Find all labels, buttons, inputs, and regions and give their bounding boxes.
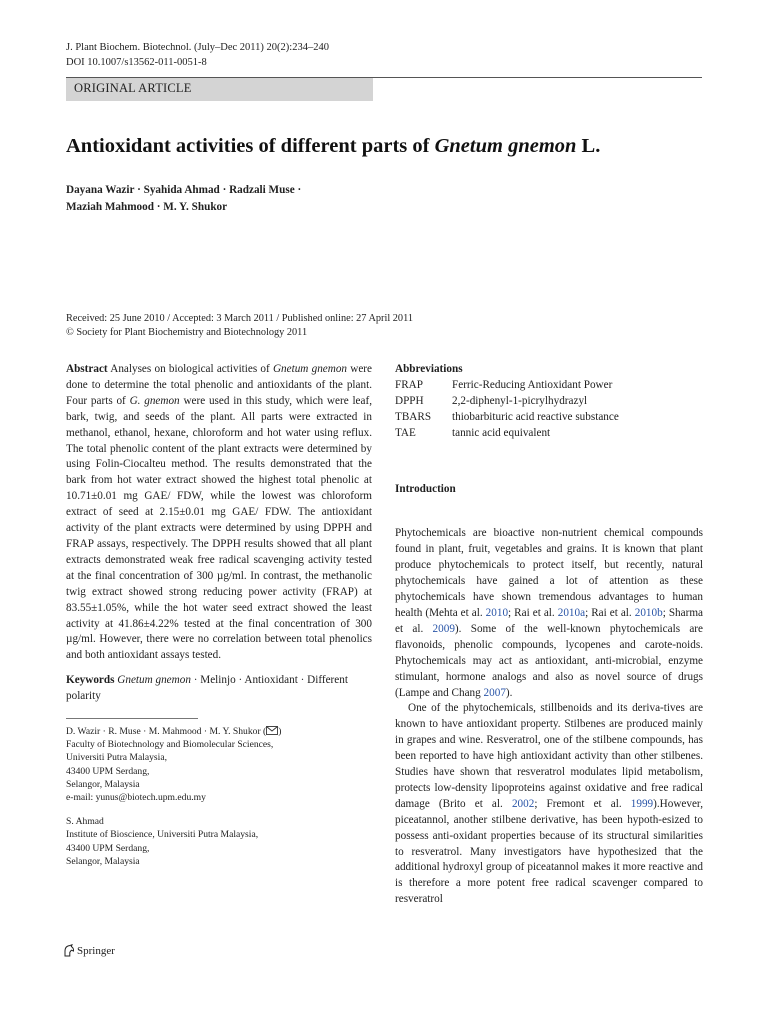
article-type-banner xyxy=(66,78,373,101)
title-suffix: L. xyxy=(576,135,601,157)
journal-citation: J. Plant Biochem. Biotechnol. (July–Dec 2011) 20(2):234–240 xyxy=(66,42,329,53)
abbreviation-value: Ferric-Reducing Antioxidant Power xyxy=(452,378,613,391)
abstract-text: were done to determine the total phenolic and antioxidants of the plant. Four parts of xyxy=(66,363,372,407)
abstract-text: were used in this study, which were leaf, bark, twig, and seeds of the plant. All parts were extracted in methanol, ethanol, hexane, chloroform and hot water using reflux. The total phenolic content of the plant extracts were determined by using Folin-Ciocalteu method. The results demonstrated that the bark from hot water extract showed the highest total phenolic at 10.71±0.01 mg GAE/ FDW, while the lowest was chloroform extract of seed at 2.15±0.01 mg GAE/ FDW. The antioxidant activity of the plant extracts were determined by using DPPH and FRAP assays, respectively. The DPPH results showed that all plant extracts demonstrated weak free radical scavenging activity tested at the final concentration of 300 µg/ml. In contrast, the methanolic twig extract showed strong reducing power activity (FRAP) at 83.55±1.05%, while the hot water seed extract showed the least activity at 41.86±4.22% tested at the final concentration of 300 µg/ml. However, there were no correlation between total phenolics and both antioxidant assays tested. xyxy=(66,394,373,662)
intro-text: ; Rai et al. xyxy=(508,606,558,619)
intro-text: ).However, piceatannol, another stilbene derivative, has been hypoth-esized to possess anti-oxidant properties because of its structural similarities to resveratrol. Many investigators have hypothesized that the additional hydroxyl group of piceatannol makes it more reactive and is therefore a more potent free radical scavenger compared to resveratrol xyxy=(395,797,703,906)
citation-link[interactable]: 2002 xyxy=(511,797,535,810)
affiliation-names: D. Wazir · R. Muse · M. Mahmood · M. Y. Shukor ( xyxy=(66,726,267,738)
abbreviations-heading: Abbreviations xyxy=(395,363,463,375)
abbreviation-key: FRAP xyxy=(395,378,423,391)
affiliation-line: 43400 UPM Serdang, xyxy=(66,765,150,777)
journal-header xyxy=(66,40,329,70)
dates-line: Received: 25 June 2010 / Accepted: 3 March 2011 / Published online: 27 April 2011 xyxy=(66,313,413,324)
intro-text: ; Fremont et al. xyxy=(534,797,631,810)
article-type-label: ORIGINAL ARTICLE xyxy=(74,81,192,95)
abstract-species-abbrev: G. gnemon xyxy=(129,394,180,407)
author-line-2: Maziah Mahmood · M. Y. Shukor xyxy=(66,201,228,213)
abbreviation-key: TBARS xyxy=(395,410,432,423)
intro-text: ). Some of the well-known phytochemicals are flavonoids, phenolic compounds, lycopenes and carote-noids. Phytochemicals may act as antioxidant, anti-microbial, enzyme stimulant, hormone analogs and also as novel source of drugs (Lampe and Chang xyxy=(395,622,703,699)
citation-link[interactable]: 2010 xyxy=(485,606,509,619)
author-line-1: Dayana Wazir · Syahida Ahmad · Radzali Muse · xyxy=(66,184,302,196)
intro-paragraph-2 xyxy=(395,701,703,908)
right-column xyxy=(395,362,703,908)
keyword-list: · Melinjo · Antioxidant · Different polarity xyxy=(66,674,348,703)
affiliation-line: S. Ahmad xyxy=(66,816,104,828)
corresponding-email[interactable]: e-mail: yunus@biotech.upm.edu.my xyxy=(66,792,206,804)
abbreviation-row xyxy=(395,394,703,410)
doi-line: DOI 10.1007/s13562-011-0051-8 xyxy=(66,57,207,68)
citation-link[interactable]: 2010b xyxy=(634,606,663,619)
publisher-footer xyxy=(63,944,115,957)
title-species: Gnetum gnemon xyxy=(434,135,577,157)
intro-text: ). xyxy=(505,686,513,699)
title-prefix: Antioxidant activities of different parts of xyxy=(66,135,435,157)
affiliation-line: Institute of Bioscience, Universiti Putra Malaysia, xyxy=(66,829,259,841)
citation-link[interactable]: 1999 xyxy=(630,797,654,810)
citation-link[interactable]: 2010a xyxy=(557,606,586,619)
abbreviation-row xyxy=(395,426,703,442)
abbreviation-value: thiobarbituric acid reactive substance xyxy=(452,410,619,423)
affiliation-line: Faculty of Biotechnology and Biomolecular Sciences, xyxy=(66,739,274,751)
affiliation-divider xyxy=(66,718,198,719)
keywords xyxy=(66,673,372,705)
abbreviation-row xyxy=(395,410,703,426)
publisher-name: Springer xyxy=(77,944,115,957)
author-list xyxy=(66,182,301,216)
affiliation-paren: ) xyxy=(278,726,282,738)
affiliation-2 xyxy=(66,815,372,868)
abbreviation-row xyxy=(395,378,703,394)
abstract-heading: Abstract xyxy=(66,363,108,375)
affiliation-line: 43400 UPM Serdang, xyxy=(66,842,150,854)
intro-text: ; Rai et al. xyxy=(585,606,635,619)
abbreviation-key: TAE xyxy=(395,426,416,439)
intro-text: One of the phytochemicals, stillbenoids and its deriva-tives are known to have antioxidant property. Stilbenes are produced mainly in grapes and wine. Resveratrol, one of the stilbene compounds, has been reported to have high antioxidant activity than other stilbenes. Studies have shown that resveratrol modulates lipid metabolism, protects low-density lipoproteins against oxidative and free radical damage (Brito et al. xyxy=(395,702,703,810)
affiliation-1 xyxy=(66,725,372,804)
affiliation-authors xyxy=(66,725,372,738)
abstract-text: Analyses on biological activities of xyxy=(107,363,273,375)
citation-link[interactable]: 2007 xyxy=(483,686,506,699)
envelope-icon xyxy=(266,726,278,735)
affiliation-line: Universiti Putra Malaysia, xyxy=(66,752,167,764)
abstract-species: Gnetum gnemon xyxy=(272,363,348,375)
left-column xyxy=(66,362,372,868)
article-title xyxy=(66,135,600,158)
keywords-heading: Keywords xyxy=(66,674,115,687)
publication-dates xyxy=(66,312,413,340)
affiliation-line: Selangor, Malaysia xyxy=(66,778,140,790)
copyright-line: © Society for Plant Biochemistry and Biotechnology 2011 xyxy=(66,327,308,338)
abbreviation-value: 2,2-diphenyl-1-picrylhydrazyl xyxy=(452,394,588,407)
citation-link[interactable]: 2009 xyxy=(432,622,455,635)
intro-paragraph-1 xyxy=(395,526,703,701)
abbreviation-key: DPPH xyxy=(395,394,424,407)
introduction-heading: Introduction xyxy=(395,482,456,495)
abstract xyxy=(66,362,372,664)
intro-text: ; Sharma et al. xyxy=(395,606,704,635)
affiliation-line: Selangor, Malaysia xyxy=(66,855,140,867)
springer-horse-icon xyxy=(63,944,75,957)
abbreviation-value: tannic acid equivalent xyxy=(452,426,551,439)
intro-text: Phytochemicals are bioactive non-nutrient chemical compounds found in plant, fruit, vegetables and grains. It is known that plant produce phytochemicals to protect itself, but recently, natural phytochemicals have gained a lot of attention as these phytochemicals have shown tremendous advantages to human health (Mehta et al. xyxy=(395,527,703,619)
keyword-species: Gnetum gnemon xyxy=(117,674,191,687)
